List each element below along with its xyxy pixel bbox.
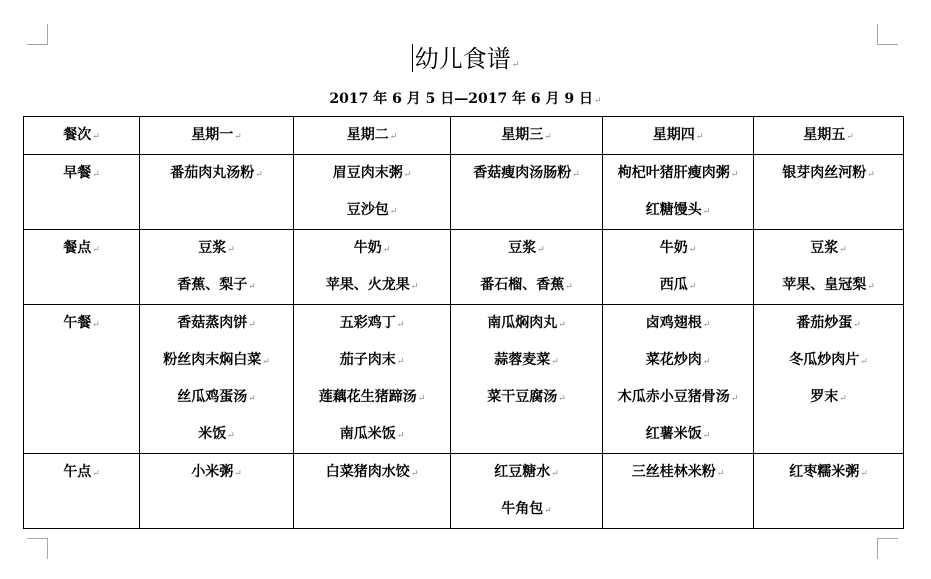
cell-text: 牛角包 [501,501,544,517]
cell-text-line [24,305,139,342]
table-header-cell[interactable] [140,117,294,155]
paragraph-mark: ↵ [262,357,270,367]
cell-text-line [603,155,753,192]
cell-text-line [451,342,602,379]
cell-text: 南瓜米饭 [339,426,396,442]
cell-text: 午餐 [63,315,92,331]
paragraph-mark: ↵ [839,245,847,255]
cell-text: 牛奶 [659,240,688,256]
paragraph-mark: ↵ [688,245,697,255]
cell-text-line [603,117,753,154]
menu-cell[interactable] [754,305,904,454]
cell-text-line [451,117,602,154]
paragraph-mark: ↵ [544,506,552,516]
paragraph-mark: ↵ [410,469,419,479]
cell-text: 红枣糯米粥 [789,464,860,480]
cell-text-line [294,342,450,379]
cell-text-line [24,117,139,154]
table-header-cell[interactable] [294,117,451,155]
cell-text-line [140,454,293,491]
paragraph-mark: ↵ [396,320,405,330]
header-text: 星期一 [191,127,234,143]
paragraph-mark: ↵ [558,394,566,404]
cell-text: 木瓜赤小豆猪骨汤 [617,389,730,405]
cell-text: 小米粥 [191,464,234,480]
cell-text-line [754,267,903,304]
cell-text: 莲藕花生猪蹄汤 [318,389,417,405]
cell-text-line [603,379,753,416]
menu-cell[interactable] [294,454,451,529]
paragraph-mark: ↵ [234,469,242,479]
paragraph-mark: ↵ [537,245,545,255]
cell-text: 三丝桂林米粉 [631,464,716,480]
cell-text-line [754,454,903,491]
paragraph-mark: ↵ [248,282,256,292]
page-corner-mark-bottom-left [27,538,48,559]
cell-text-line [603,230,753,267]
paragraph-mark: ↵ [227,245,235,255]
page-corner-mark-top-left [27,24,48,45]
paragraph-mark: ↵ [695,132,704,142]
paragraph-mark: ↵ [417,394,426,404]
cell-text: 香菇蒸肉饼 [177,315,248,331]
cell-text: 蒜蓉麦菜 [494,352,551,368]
cell-text-line [754,155,903,192]
cell-text: 红糖馒头 [645,202,702,218]
header-text: 星期二 [346,127,389,143]
paragraph-mark: ↵ [511,60,520,70]
cell-text-line [140,230,293,267]
cell-text-line [451,230,602,267]
menu-cell[interactable] [451,454,603,529]
cell-text-line [451,379,602,416]
menu-cell[interactable] [294,305,451,454]
cell-text-line [24,155,139,192]
cell-text: 茄子肉末 [339,352,396,368]
text-cursor [412,44,413,72]
paragraph-mark: ↵ [396,357,405,367]
cell-text-line [140,267,293,304]
cell-text: 五彩鸡丁 [339,315,396,331]
menu-cell[interactable] [294,155,451,230]
cell-text-line [140,155,293,192]
cell-text-line [754,305,903,342]
table-header-cell[interactable] [603,117,754,155]
document-title-text: 幼儿食谱 [414,45,511,73]
cell-text-line [24,230,139,267]
meal-type-cell[interactable] [24,230,140,305]
paragraph-mark: ↵ [234,132,242,142]
paragraph-mark: ↵ [396,431,405,441]
document-title[interactable] [0,44,931,80]
meal-type-cell[interactable] [24,155,140,230]
cell-text: 粉丝肉末焖白菜 [163,352,262,368]
date-range[interactable] [0,89,931,111]
paragraph-mark: ↵ [594,96,602,106]
paragraph-mark: ↵ [403,170,412,180]
cell-text: 罗末 [810,389,839,405]
table-row [24,454,904,529]
cell-text: 豆浆 [810,240,839,256]
cell-text-line [294,117,450,154]
paragraph-mark: ↵ [730,170,739,180]
paragraph-mark: ↵ [867,282,875,292]
paragraph-mark: ↵ [730,394,739,404]
cell-text-line [451,454,602,491]
menu-cell[interactable] [603,454,754,529]
cell-text-line [451,305,602,342]
page-corner-mark-top-right [877,24,898,45]
paragraph-mark: ↵ [565,282,573,292]
page-corner-mark-bottom-right [877,538,898,559]
menu-table [23,116,904,529]
cell-text-line [140,379,293,416]
paragraph-mark: ↵ [410,282,419,292]
paragraph-mark: ↵ [853,320,861,330]
cell-text: 米饭 [198,426,227,442]
paragraph-mark: ↵ [227,431,235,441]
cell-text-line [140,416,293,453]
menu-cell[interactable] [754,230,904,305]
cell-text-line [294,267,450,304]
cell-text-line [294,155,450,192]
cell-text: 番石榴、香蕉 [480,277,565,293]
cell-text-line [294,192,450,229]
paragraph-mark: ↵ [551,469,559,479]
paragraph-mark: ↵ [860,469,868,479]
cell-text: 卤鸡翅根 [645,315,702,331]
menu-cell[interactable] [451,155,603,230]
table-row [24,155,904,230]
paragraph-mark: ↵ [716,469,725,479]
cell-text: 红豆糖水 [494,464,551,480]
cell-text-line [754,342,903,379]
paragraph-mark: ↵ [702,431,711,441]
cell-text-line [451,491,602,528]
cell-text-line [754,230,903,267]
header-text: 星期五 [803,127,846,143]
table-row [24,305,904,454]
menu-cell[interactable] [140,155,294,230]
cell-text-line [451,155,602,192]
cell-text: 早餐 [63,165,92,181]
paragraph-mark: ↵ [544,132,552,142]
menu-cell[interactable] [451,305,603,454]
paragraph-mark: ↵ [846,132,854,142]
cell-text: 苹果、皇冠梨 [782,277,867,293]
menu-cell[interactable] [451,230,603,305]
paragraph-mark: ↵ [702,320,711,330]
cell-text: 丝瓜鸡蛋汤 [177,389,248,405]
paragraph-mark: ↵ [389,132,398,142]
cell-text: 西瓜 [659,277,688,293]
cell-text-line [294,379,450,416]
cell-text-line [140,305,293,342]
cell-text-line [603,192,753,229]
header-text: 星期三 [501,127,544,143]
cell-text: 香蕉、梨子 [177,277,248,293]
table-row [24,230,904,305]
menu-cell[interactable] [603,155,754,230]
menu-cell[interactable] [140,230,294,305]
cell-text-line [603,342,753,379]
cell-text: 红薯米饭 [645,426,702,442]
cell-text: 白菜猪肉水饺 [325,464,410,480]
cell-text-line [294,230,450,267]
cell-text: 眉豆肉末粥 [332,165,403,181]
menu-cell[interactable] [294,230,451,305]
paragraph-mark: ↵ [92,320,100,330]
paragraph-mark: ↵ [92,245,100,255]
menu-cell[interactable] [603,305,754,454]
cell-text-line [140,117,293,154]
cell-text: 番茄炒蛋 [796,315,853,331]
cell-text-line [754,117,903,154]
header-text: 餐次 [63,127,92,143]
cell-text: 南瓜焖肉丸 [487,315,558,331]
table-header-cell[interactable] [24,117,140,155]
cell-text: 枸杞叶猪肝瘦肉粥 [617,165,730,181]
cell-text-line [294,416,450,453]
meal-type-cell[interactable] [24,454,140,529]
paragraph-mark: ↵ [92,132,100,142]
menu-cell[interactable] [754,454,904,529]
paragraph-mark: ↵ [389,207,398,217]
cell-text-line [754,379,903,416]
cell-text: 午点 [63,464,92,480]
menu-cell[interactable] [140,454,294,529]
cell-text-line [24,454,139,491]
header-text: 星期四 [652,127,695,143]
paragraph-mark: ↵ [860,357,868,367]
cell-text: 菜花炒肉 [645,352,702,368]
meal-type-cell[interactable] [24,305,140,454]
paragraph-mark: ↵ [255,170,263,180]
menu-cell[interactable] [754,155,904,230]
cell-text: 番茄肉丸汤粉 [170,165,255,181]
date-range-text: 2017 年 6 月 5 日—2017 年 6 月 9 日 [329,91,594,107]
cell-text: 豆浆 [198,240,227,256]
paragraph-mark: ↵ [248,394,256,404]
cell-text: 餐点 [63,240,92,256]
cell-text: 香菇瘦肉汤肠粉 [473,165,572,181]
cell-text-line [603,305,753,342]
paragraph-mark: ↵ [839,394,847,404]
cell-text-line [140,342,293,379]
paragraph-mark: ↵ [551,357,559,367]
paragraph-mark: ↵ [572,170,580,180]
cell-text: 银芽肉丝河粉 [782,165,867,181]
cell-text: 苹果、火龙果 [325,277,410,293]
cell-text: 豆浆 [508,240,537,256]
cell-text-line [294,454,450,491]
cell-text: 豆沙包 [346,202,389,218]
table-header-row [24,117,904,155]
paragraph-mark: ↵ [702,207,711,217]
paragraph-mark: ↵ [92,469,100,479]
cell-text-line [603,454,753,491]
cell-text-line [294,305,450,342]
menu-cell[interactable] [140,305,294,454]
cell-text: 菜干豆腐汤 [487,389,558,405]
table-header-cell[interactable] [451,117,603,155]
cell-text-line [603,416,753,453]
paragraph-mark: ↵ [382,245,391,255]
paragraph-mark: ↵ [867,170,875,180]
paragraph-mark: ↵ [702,357,711,367]
cell-text-line [451,267,602,304]
paragraph-mark: ↵ [688,282,697,292]
table-header-cell[interactable] [754,117,904,155]
menu-cell[interactable] [603,230,754,305]
paragraph-mark: ↵ [92,170,100,180]
cell-text-line [603,267,753,304]
cell-text: 冬瓜炒肉片 [789,352,860,368]
paragraph-mark: ↵ [248,320,256,330]
cell-text: 牛奶 [353,240,382,256]
paragraph-mark: ↵ [558,320,566,330]
